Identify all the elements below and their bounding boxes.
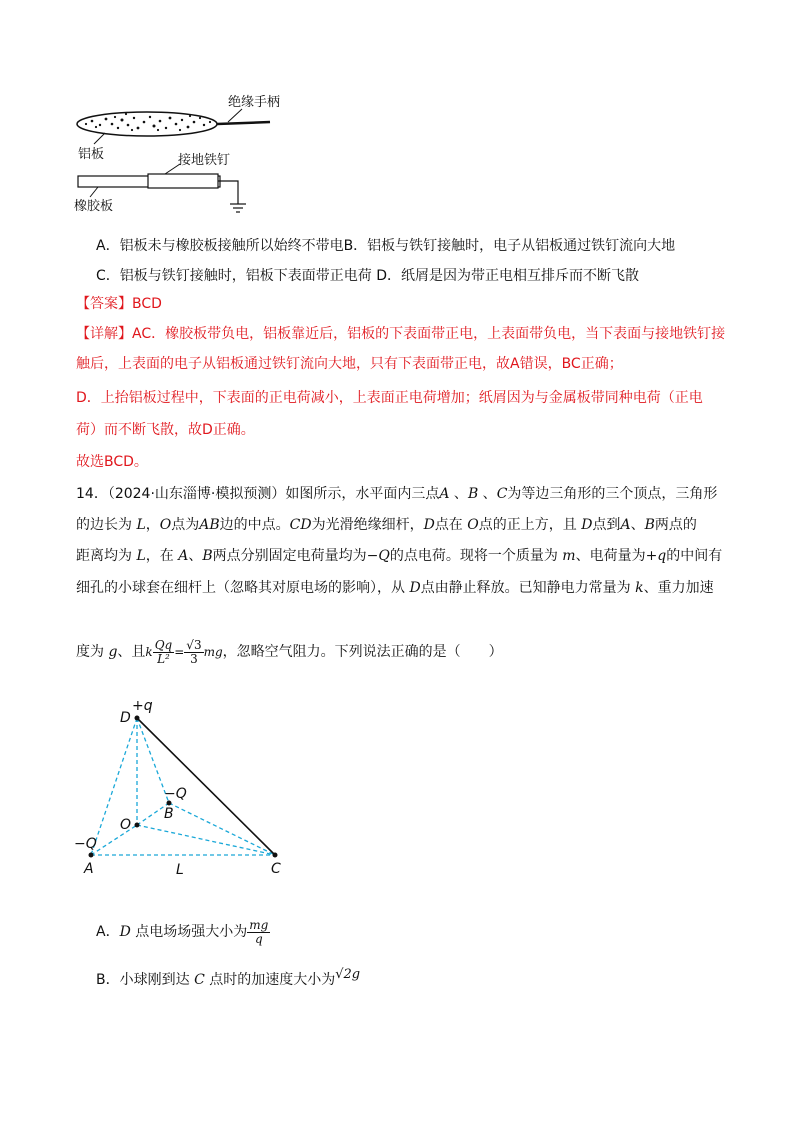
equals-sign: = bbox=[174, 645, 185, 659]
var-B: B bbox=[644, 517, 655, 533]
text-span: 为光滑绝缘细杆， bbox=[311, 517, 424, 533]
rubber-board-label: 橡胶板 bbox=[74, 199, 114, 214]
q14-stem-line-1 bbox=[76, 484, 717, 504]
text-span: 、 bbox=[188, 548, 203, 564]
text-span: 、 bbox=[630, 517, 645, 533]
point-o bbox=[135, 823, 140, 828]
text-span: 的中间有 bbox=[666, 548, 723, 564]
point-a bbox=[89, 853, 94, 858]
insulated-rod-cd bbox=[137, 718, 275, 855]
label-d: D bbox=[120, 710, 131, 726]
text-span: 、 bbox=[478, 486, 497, 502]
point-d bbox=[135, 716, 140, 721]
var-B: B bbox=[467, 486, 479, 502]
var-D: D bbox=[409, 580, 421, 596]
q14-source: （2024·山东淄博·模拟预测） bbox=[107, 486, 286, 502]
dashed-line-oc bbox=[137, 825, 275, 855]
fraction-root3-over-3 bbox=[184, 639, 203, 666]
var-CD: CD bbox=[289, 517, 312, 533]
text-span: 的点电荷。现将一个质量为 bbox=[389, 548, 563, 564]
text-span: 两点的 bbox=[654, 517, 697, 533]
fraction-qq-over-l2 bbox=[153, 639, 175, 666]
var-B: B bbox=[202, 548, 213, 564]
var-O: O bbox=[467, 517, 479, 533]
label-b: B bbox=[164, 806, 174, 822]
q13-detail-line-3: D．上抬铝板过程中，下表面的正电荷减小，上表面正电荷增加；纸屑因为与金属板带同种电荷（正电 bbox=[76, 390, 703, 406]
text-span: 、电荷量为 bbox=[575, 548, 646, 564]
var-O: O bbox=[159, 517, 172, 533]
q14-stem-line-4 bbox=[76, 578, 714, 598]
label-minus-q-a: −Q bbox=[74, 836, 97, 852]
fraction-denominator: L² bbox=[157, 651, 170, 666]
grounded-nail-shape bbox=[148, 174, 218, 188]
var-g: g bbox=[108, 644, 118, 660]
q14-stem-line-2 bbox=[76, 515, 697, 535]
option-letter: B．小球刚到达 bbox=[96, 972, 195, 988]
q14-stem-line-5 bbox=[76, 632, 503, 672]
fraction-denominator: q bbox=[254, 931, 263, 946]
var-C: C bbox=[194, 972, 205, 988]
var-A: A bbox=[439, 486, 450, 502]
option-letter: A． bbox=[96, 924, 120, 940]
figure-triangle-rod bbox=[60, 690, 310, 890]
label-plus-q: +q bbox=[132, 698, 153, 714]
text-span: 为等边三角形的三个顶点，三角形 bbox=[507, 486, 718, 502]
insulated-handle bbox=[217, 122, 270, 124]
text-span: 、 bbox=[449, 486, 468, 502]
q13-detail-line-1: 【详解】AC．橡胶板带负电，铝板靠近后，铝板的下表面带正电，上表面带负电，当下表面与接地铁钉接 bbox=[76, 326, 726, 342]
text-span: 细孔的小球套在细杆上（忽略其对原电场的影响），从 bbox=[76, 580, 410, 596]
var-k: k bbox=[635, 580, 644, 596]
label-c: C bbox=[271, 861, 281, 877]
label-minus-q-b: −Q bbox=[164, 786, 187, 802]
text-span: 点由静止释放。已知静电力常量为 bbox=[420, 580, 636, 596]
handle-label: 绝缘手柄 bbox=[228, 95, 281, 110]
fraction-mg-over-q bbox=[247, 919, 270, 946]
q13-answer: 【答案】BCD bbox=[76, 296, 162, 312]
text-span: 边的中点。 bbox=[219, 517, 290, 533]
value-root2-g: √2g bbox=[335, 967, 361, 982]
q13-options-row-1 bbox=[96, 236, 675, 256]
var-m: m bbox=[562, 548, 576, 564]
text-span: 两点分别固定电荷量均为 bbox=[212, 548, 367, 564]
var-L: L bbox=[136, 517, 146, 533]
text-span: 点电场场强大小为 bbox=[130, 924, 248, 940]
q14-option-b bbox=[96, 960, 360, 995]
point-c bbox=[273, 853, 278, 858]
text-span: 、且 bbox=[117, 644, 146, 660]
var-D: D bbox=[423, 517, 435, 533]
text-span: ， bbox=[145, 517, 160, 533]
q13-conclusion: 故选BCD。 bbox=[76, 454, 148, 470]
q13-option-b: B．铝板与铁钉接触时，电子从铝板通过铁钉流向大地 bbox=[343, 238, 676, 254]
var-D: D bbox=[119, 924, 131, 940]
var-mg: mg bbox=[203, 645, 223, 659]
label-l: L bbox=[176, 862, 184, 878]
var-A: A bbox=[178, 548, 189, 564]
aluminum-plate-label: 铝板 bbox=[78, 147, 105, 162]
label-o: O bbox=[120, 817, 132, 833]
ground-wire bbox=[218, 181, 238, 204]
q13-detail-line-2: 触后，上表面的电子从铝板通过铁钉流向大地，只有下表面带正电，故A错误，BC正确； bbox=[76, 356, 623, 372]
var-k: k bbox=[145, 645, 153, 659]
q13-option-c: C．铝板与铁钉接触时，铝板下表面带正电荷 bbox=[96, 268, 372, 284]
text-span: 距离均为 bbox=[76, 548, 137, 564]
grounded-nail-label: 接地铁钉 bbox=[178, 153, 231, 168]
dashed-line-bc bbox=[169, 803, 275, 855]
q13-options-row-2 bbox=[96, 266, 639, 286]
var-D: D bbox=[581, 517, 593, 533]
label-a: A bbox=[84, 861, 94, 877]
var-A: A bbox=[620, 517, 631, 533]
var-AB: AB bbox=[199, 517, 220, 533]
q13-detail-line-4: 荷）而不断飞散，故D正确。 bbox=[76, 422, 255, 438]
figure-aluminum-plate bbox=[70, 92, 310, 222]
text-span: ，忽略空气阻力。下列说法正确的是（ ） bbox=[222, 644, 503, 660]
dashed-line-da bbox=[91, 718, 137, 855]
var-L: L bbox=[136, 548, 146, 564]
aluminum-plate-shape bbox=[77, 112, 217, 136]
fraction-numerator: √3 bbox=[186, 637, 202, 652]
var-plus-q: +q bbox=[645, 548, 667, 564]
ground-symbol-icon bbox=[230, 204, 246, 212]
q13-option-a: A．铝板未与橡胶板接触所以始终不带电 bbox=[96, 238, 344, 254]
text-span: 点为 bbox=[171, 517, 200, 533]
fraction-numerator: mg bbox=[249, 917, 269, 932]
var-C: C bbox=[496, 486, 508, 502]
text-span: ，在 bbox=[145, 548, 179, 564]
text-span: 点到 bbox=[592, 517, 621, 533]
fraction-numerator: Qq bbox=[154, 637, 173, 652]
text-span: 点在 bbox=[434, 517, 468, 533]
text-span: 点时的加速度大小为 bbox=[204, 972, 336, 988]
text-span: 度为 bbox=[76, 644, 109, 660]
text-span: 、重力加速 bbox=[643, 580, 714, 596]
var-minus-Q: −Q bbox=[366, 548, 390, 564]
text-span: 如图所示，水平面内三点 bbox=[285, 486, 440, 502]
q14-number: 14． bbox=[76, 486, 108, 502]
text-span: 点的正上方，且 bbox=[478, 517, 582, 533]
q13-option-d: D．纸屑是因为带正电相互排斥而不断飞散 bbox=[376, 268, 640, 284]
q14-option-a bbox=[96, 912, 270, 952]
text-span: 的边长为 bbox=[76, 517, 137, 533]
fraction-denominator: 3 bbox=[190, 651, 198, 666]
q14-stem-line-3 bbox=[76, 546, 722, 566]
